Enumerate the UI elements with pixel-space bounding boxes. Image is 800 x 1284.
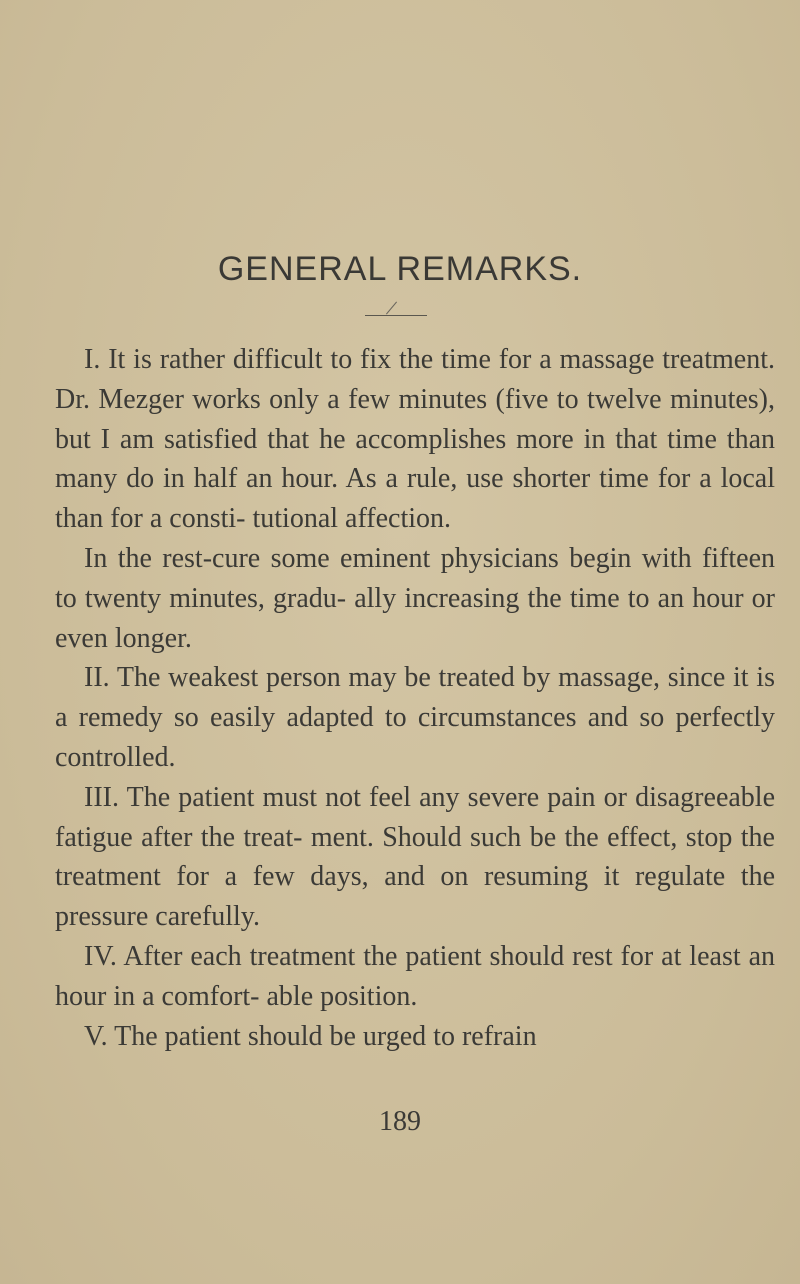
paragraph-4: III. The patient must not feel any severe pain or disagreeable fatigue after the treat- ment. Should such be the effect, stop the treatment for a few days, and on resuming it regulate the pressure carefully. [55, 781, 775, 933]
paragraph-6: V. The patient should be urged to refrain [84, 1020, 537, 1052]
paragraph-1: I. It is rather difficult to fix the time for a massage treatment. Dr. Mezger works only a few minutes (five to twelve minutes), but I am satisfied that he accomplishes more in that time than many do in half an hour. As a rule, use shorter time for a local than for a consti- tutional affection. [55, 344, 775, 535]
paragraph-3: II. The weakest person may be treated by massage, since it is a remedy so easily adapted to circumstances and so perfectly controlled. [55, 662, 775, 773]
body-text [55, 340, 775, 1056]
page-number: 189 [379, 1106, 421, 1137]
paragraph-2: In the rest-cure some eminent physicians begin with fifteen to twenty minutes, gradu- ally increasing the time to an hour or even longer. [55, 542, 775, 654]
paragraph-5: IV. After each treatment the patient should rest for at least an hour in a comfort- able position. [55, 940, 775, 1012]
decorative-rule-mark [386, 302, 397, 315]
decorative-rule [365, 315, 427, 316]
chapter-heading: GENERAL REMARKS. [217, 250, 583, 288]
